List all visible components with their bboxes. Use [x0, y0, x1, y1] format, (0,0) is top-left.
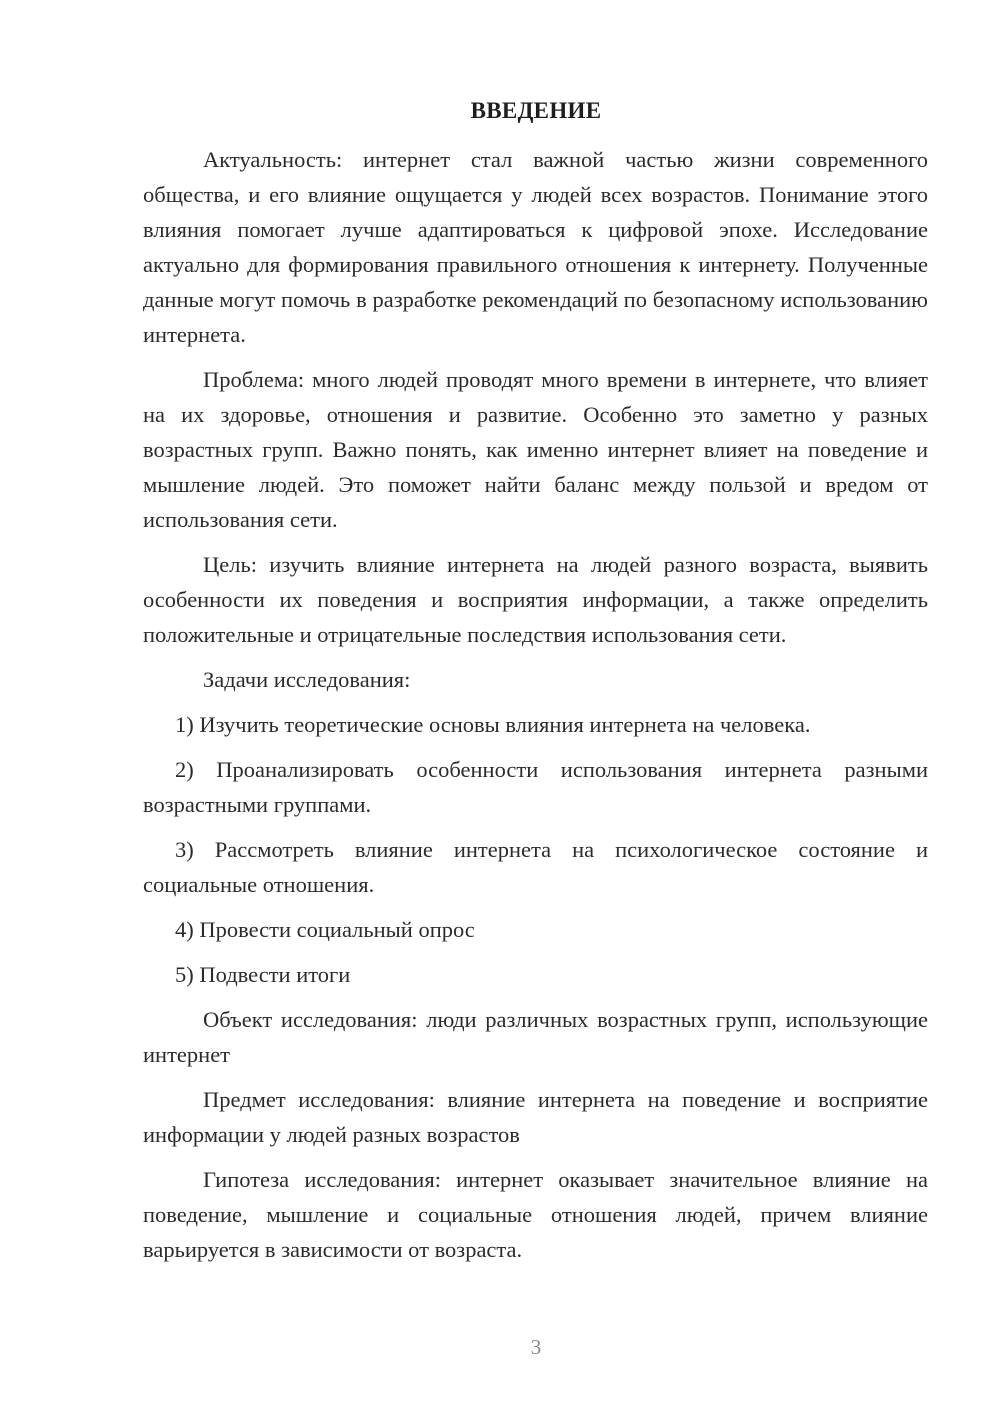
task-item-5: 5) Подвести итоги: [175, 962, 351, 987]
task-item-3: 3) Рассмотреть влияние интернета на психологическое состояние и социальные отношения.: [143, 837, 928, 897]
paragraph-tasks-heading: Задачи исследования:: [203, 667, 411, 692]
task-item-2: 2) Проанализировать особенности использования интернета разными возрастными группами.: [143, 757, 928, 817]
paragraph-problem: Проблема: много людей проводят много времени в интернете, что влияет на их здоровье, отношения и развитие. Особенно это заметно у разных возрастных групп. Важно понять, как именно интернет влияет на поведение и мышление людей. Это поможет найти баланс между пользой и вредом от использования сети.: [143, 367, 928, 532]
task-item-1: 1) Изучить теоретические основы влияния интернета на человека.: [175, 712, 811, 737]
task-item-4: 4) Провести социальный опрос: [175, 917, 475, 942]
paragraph-subject: Предмет исследования: влияние интернета на поведение и восприятие информации у людей разных возрастов: [143, 1087, 928, 1147]
paragraph-relevance: Актуальность: интернет стал важной частью жизни современного общества, и его влияние ощущается у людей всех возрастов. Понимание этого влияния помогает лучше адаптироваться к цифровой эпохе. Исследование актуально для формирования правильного отношения к интернету. Полученные данные могут помочь в разработке рекомендаций по безопасному использованию интернета.: [143, 147, 928, 347]
paragraph-object: Объект исследования: люди различных возрастных групп, использующие интернет: [143, 1007, 928, 1067]
paragraph-goal: Цель: изучить влияние интернета на людей разного возраста, выявить особенности их поведения и восприятия информации, а также определить положительные и отрицательные последствия использования сети.: [143, 552, 928, 647]
section-title: ВВЕДЕНИЕ: [470, 98, 602, 123]
document-body: [143, 142, 928, 1277]
page-number: 3: [530, 1335, 542, 1359]
paragraph-hypothesis: Гипотеза исследования: интернет оказывает значительное влияние на поведение, мышление и социальные отношения людей, причем влияние варьируется в зависимости от возраста.: [143, 1167, 928, 1262]
